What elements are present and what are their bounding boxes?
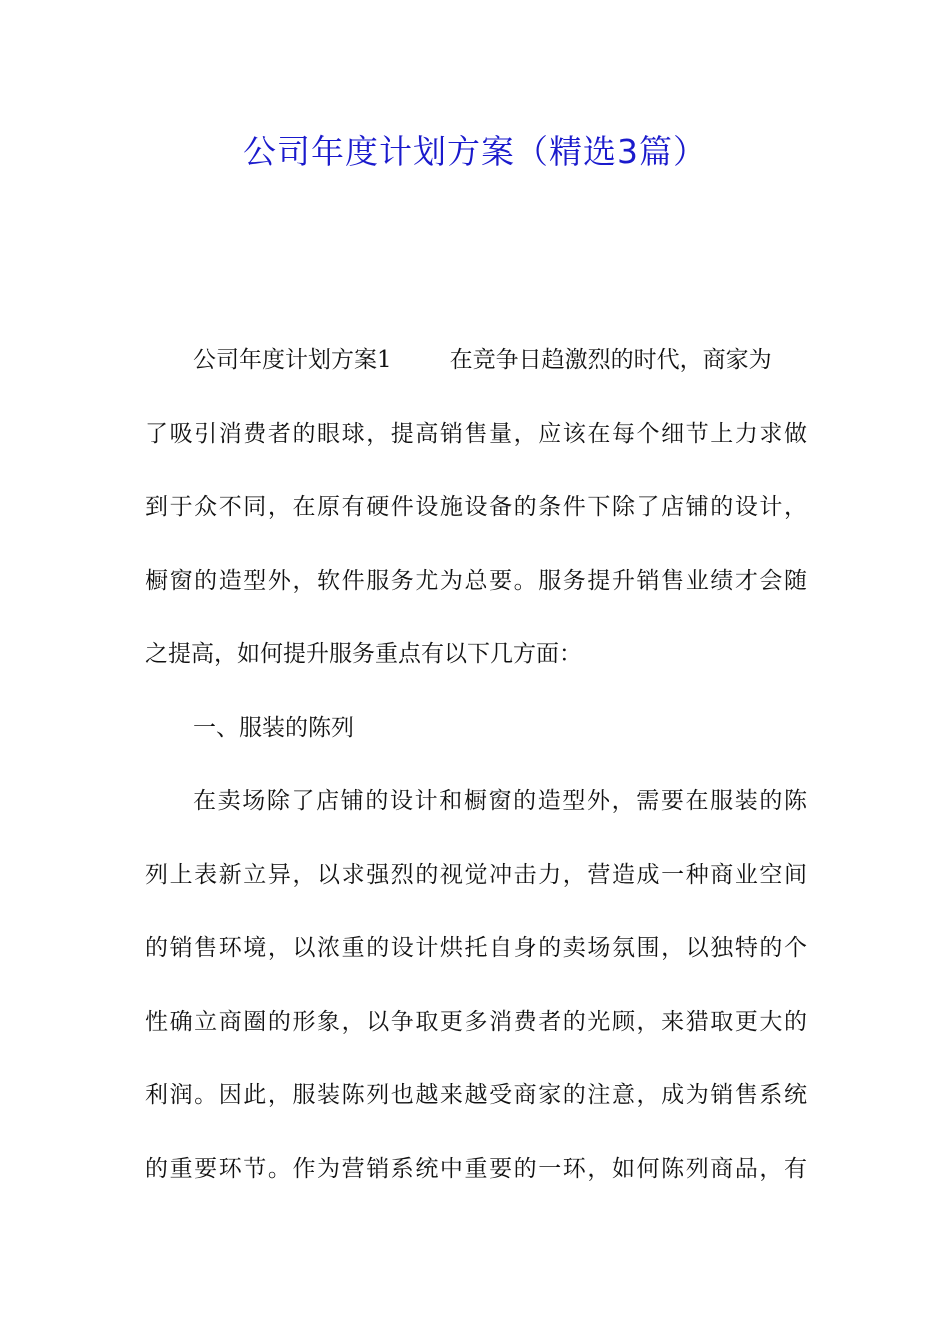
- paragraph-line: 橱窗的造型外，软件服务尤为总要。服务提升销售业绩才会随: [145, 567, 807, 594]
- paragraph-line: 之提高，如何提升服务重点有以下几方面：: [145, 641, 582, 667]
- intro-text: 在竞争日趋激烈的时代，商家为: [449, 347, 772, 373]
- document-body: [145, 335, 807, 1217]
- paragraph-line: [145, 335, 807, 409]
- paragraph-line: 的销售环境，以浓重的设计烘托自身的卖场氛围，以独特的个: [145, 935, 807, 961]
- section-heading: 公司年度计划方案1: [193, 347, 392, 373]
- paragraph-line: 利润。因此，服装陈列也越来越受商家的注意，成为销售系统: [145, 1082, 807, 1108]
- paragraph-line: 列上表新立异，以求强烈的视觉冲击力，营造成一种商业空间: [145, 861, 807, 888]
- paragraph-line: 了吸引消费者的眼球，提高销售量，应该在每个细节上力求做: [145, 420, 807, 447]
- paragraph-line: 到于众不同，在原有硬件设施设备的条件下除了店铺的设计，: [145, 494, 807, 520]
- paragraph-line: 在卖场除了店铺的设计和橱窗的造型外，需要在服装的陈: [193, 788, 807, 814]
- paragraph-line: 性确立商圈的形象，以争取更多消费者的光顾，来猎取更大的: [145, 1008, 807, 1035]
- subheading: 一、服装的陈列: [193, 714, 354, 741]
- paragraph-line: 的重要环节。作为营销系统中重要的一环，如何陈列商品，有: [145, 1155, 807, 1182]
- document-title: 公司年度计划方案（精选3篇）: [243, 132, 707, 171]
